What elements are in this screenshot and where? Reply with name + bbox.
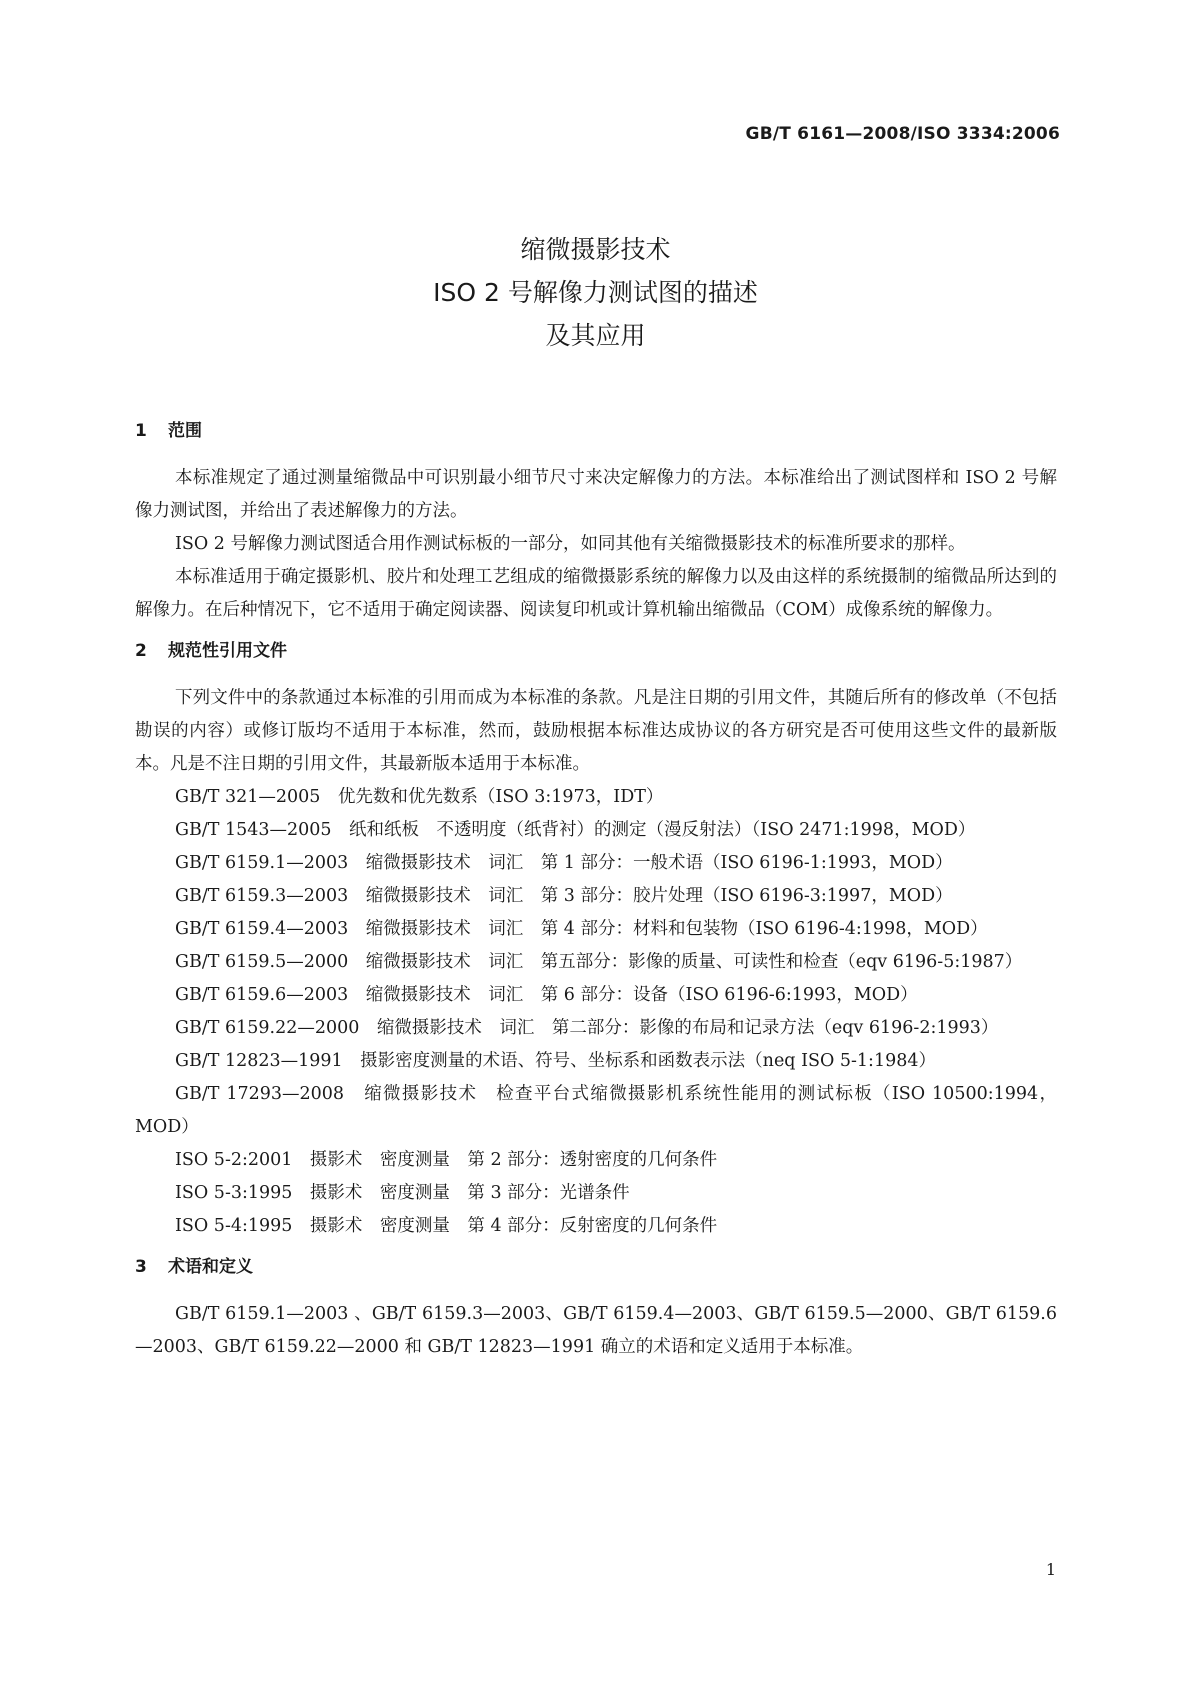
title-line-3: 及其应用 xyxy=(545,321,646,350)
reference-item: ISO 5-2:2001 摄影术 密度测量 第 2 部分：透射密度的几何条件 xyxy=(175,1150,718,1170)
section-number: 1 xyxy=(135,421,147,441)
reference-item: GB/T 6159.6—2003 缩微摄影技术 词汇 第 6 部分：设备（ISO 6196-6:1993，MOD） xyxy=(175,985,918,1005)
paragraph: GB/T 6159.1—2003 、GB/T 6159.3—2003、GB/T 6159.4—2003、GB/T 6159.5—2000、GB/T 6159.6—2003、GB/T 6159.22—2000 和 GB/T 12823—1991 确立的术语和定义适用于本标准。 xyxy=(135,1304,1057,1357)
reference-item: GB/T 321—2005 优先数和优先数系（ISO 3:1973，IDT） xyxy=(175,787,664,807)
reference-item: ISO 5-4:1995 摄影术 密度测量 第 4 部分：反射密度的几何条件 xyxy=(175,1216,718,1236)
section-title: 范围 xyxy=(168,421,202,441)
reference-item: GB/T 6159.1—2003 缩微摄影技术 词汇 第 1 部分：一般术语（ISO 6196-1:1993，MOD） xyxy=(175,853,953,873)
page-number: 1 xyxy=(1045,1560,1056,1579)
section-3-heading xyxy=(135,1251,1057,1284)
title-line-1: 缩微摄影技术 xyxy=(520,235,671,264)
document-body xyxy=(135,415,1057,1364)
section-1-heading xyxy=(135,415,1057,448)
title-line-2: ISO 2 号解像力测试图的描述 xyxy=(433,278,758,307)
paragraph: 下列文件中的条款通过本标准的引用而成为本标准的条款。凡是注日期的引用文件，其随后所有的修改单（不包括勘误的内容）或修订版均不适用于本标准，然而，鼓励根据本标准达成协议的各方研究是否可使用这些文件的最新版本。凡是不注日期的引用文件，其最新版本适用于本标准。 xyxy=(135,688,1057,774)
reference-item: GB/T 1543—2005 纸和纸板 不透明度（纸背衬）的测定（漫反射法）（ISO 2471:1998，MOD） xyxy=(175,820,976,840)
reference-item: GB/T 6159.22—2000 缩微摄影技术 词汇 第二部分：影像的布局和记录方法（eqv 6196-2:1993） xyxy=(175,1018,999,1038)
section-title: 规范性引用文件 xyxy=(168,641,287,661)
paragraph: 本标准适用于确定摄影机、胶片和处理工艺组成的缩微摄影系统的解像力以及由这样的系统摄制的缩微品所达到的解像力。在后种情况下，它不适用于确定阅读器、阅读复印机或计算机输出缩微品（COM）成像系统的解像力。 xyxy=(135,567,1057,620)
section-2-heading xyxy=(135,635,1057,668)
reference-item: GB/T 6159.3—2003 缩微摄影技术 词汇 第 3 部分：胶片处理（ISO 6196-3:1997，MOD） xyxy=(175,886,953,906)
paragraph: 本标准规定了通过测量缩微品中可识别最小细节尺寸来决定解像力的方法。本标准给出了测试图样和 ISO 2 号解像力测试图，并给出了表述解像力的方法。 xyxy=(135,468,1057,521)
section-title: 术语和定义 xyxy=(168,1257,253,1277)
reference-item: GB/T 6159.4—2003 缩微摄影技术 词汇 第 4 部分：材料和包装物（ISO 6196-4:1998，MOD） xyxy=(175,919,988,939)
reference-item: GB/T 17293—2008 缩微摄影技术 检查平台式缩微摄影机系统性能用的测试标板（ISO 10500:1994，MOD） xyxy=(135,1084,1057,1137)
reference-item: ISO 5-3:1995 摄影术 密度测量 第 3 部分：光谱条件 xyxy=(175,1183,630,1203)
standard-code-header: GB/T 6161—2008/ISO 3334:2006 xyxy=(745,124,1060,144)
section-number: 2 xyxy=(135,641,147,661)
section-number: 3 xyxy=(135,1257,147,1277)
paragraph: ISO 2 号解像力测试图适合用作测试标板的一部分，如同其他有关缩微摄影技术的标准所要求的那样。 xyxy=(175,534,966,554)
reference-item: GB/T 6159.5—2000 缩微摄影技术 词汇 第五部分：影像的质量、可读性和检查（eqv 6196-5:1987） xyxy=(175,952,1023,972)
reference-item: GB/T 12823—1991 摄影密度测量的术语、符号、坐标系和函数表示法（neq ISO 5-1:1984） xyxy=(175,1051,936,1071)
document-title xyxy=(0,228,1191,357)
